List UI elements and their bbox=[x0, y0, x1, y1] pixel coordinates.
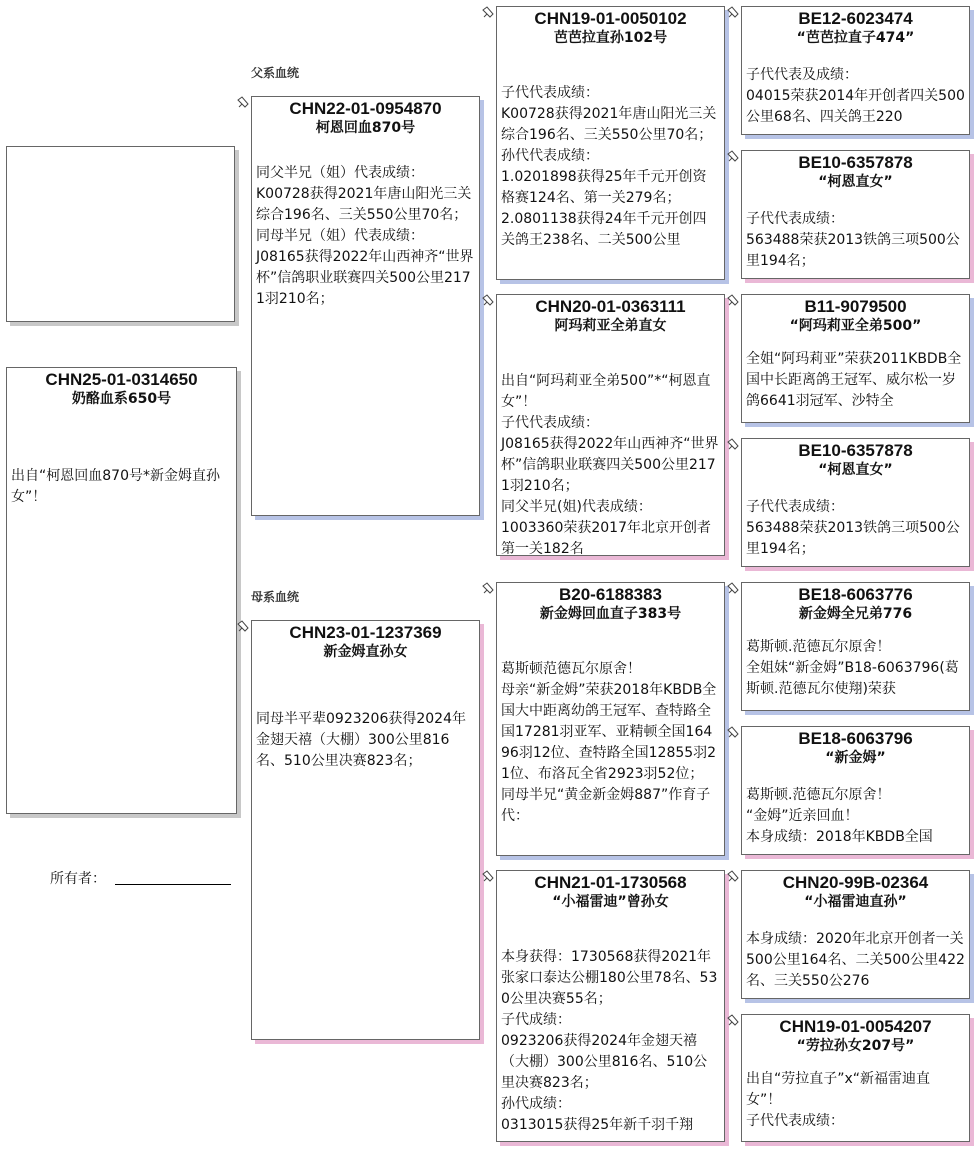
sire-dam-ring: CHN20-01-0363111 bbox=[535, 297, 686, 316]
ssd-card[interactable] bbox=[741, 150, 970, 279]
ssd-name: “柯恩直女” bbox=[818, 174, 893, 190]
sds-name: “阿玛莉亚全弟500” bbox=[789, 318, 922, 334]
pin-icon bbox=[726, 294, 740, 308]
sdd-card[interactable] bbox=[741, 438, 970, 567]
sire-notes: 同父半兄（姐）代表成绩： K00728获得2021年唐山阳光三关综合196名、三关550公里70名； 同母半兄（姐）代表成绩： J08165获得2022年山西神齐“世界杯”信鸽职业联赛四关500公里2171羽210名； bbox=[256, 165, 474, 307]
dam-sire-notes: 葛斯顿范德瓦尔原舍！ 母亲“新金姆”荣获2018年KBDB全国大中距离幼鸽王冠军、查特路全国17281羽亚军、亚精顿全国16496羽12位、查特路全国12855羽21位、布洛瓦全省2923羽52位； 同母半兄“黄金新金姆887”作育子代： bbox=[501, 661, 717, 824]
dam-name: 新金姆直孙女 bbox=[323, 644, 408, 660]
maternal-label: 母系血统 bbox=[251, 590, 300, 604]
owner-signature-line[interactable] bbox=[115, 884, 231, 885]
dam-dam-card[interactable] bbox=[496, 870, 725, 1142]
sss-name: “芭芭拉直子474” bbox=[796, 30, 915, 46]
sss-notes: 子代代表及成绩： 04015荣获2014年开创者四关500公里68名、四关鸽王220 bbox=[746, 67, 965, 125]
dsd-card[interactable] bbox=[741, 726, 970, 855]
sire-name: 柯恩回血870号 bbox=[315, 120, 416, 136]
sds-card[interactable] bbox=[741, 294, 970, 423]
subject-notes: 出自“柯恩回血870号*新金姆直孙女”！ bbox=[11, 468, 220, 505]
dss-name: 新金姆全兄弟776 bbox=[798, 606, 913, 622]
pin-icon bbox=[726, 582, 740, 596]
dam-card[interactable] bbox=[251, 620, 480, 1040]
pin-icon bbox=[481, 294, 495, 308]
pin-icon bbox=[481, 582, 495, 596]
pin-icon bbox=[726, 438, 740, 452]
sire-dam-card[interactable] bbox=[496, 294, 725, 556]
sss-ring: BE12-6023474 bbox=[798, 9, 913, 28]
sire-sire-ring: CHN19-01-0050102 bbox=[534, 9, 687, 28]
dam-notes: 同母半平辈0923206获得2024年金翅天禧（大棚）300公里816名、510公里决赛823名； bbox=[256, 711, 466, 769]
pin-icon bbox=[481, 6, 495, 20]
sire-dam-notes: 出自“阿玛莉亚全弟500”*“柯恩直女”！ 子代代表成绩： J08165获得2022年山西神齐“世界杯”信鸽职业联赛四关500公里2171羽210名； 同父半兄(姐)代表成绩： 1003360荣获2017年北京开创者第一关182名 bbox=[501, 373, 719, 556]
sdd-name: “柯恩直女” bbox=[818, 462, 893, 478]
sire-card[interactable] bbox=[251, 96, 480, 516]
sdd-notes: 子代代表成绩： 563488荣获2013铁鸽三项500公里194名； bbox=[746, 499, 960, 557]
ddd-name: “劳拉孙女207号” bbox=[796, 1038, 915, 1054]
owner-label: 所有者： bbox=[50, 871, 106, 887]
ddd-card[interactable] bbox=[741, 1014, 970, 1142]
subject-name: 奶酪血系650号 bbox=[71, 391, 172, 407]
subject-ring: CHN25-01-0314650 bbox=[45, 370, 198, 389]
pin-icon bbox=[726, 726, 740, 740]
paternal-label: 父系血统 bbox=[251, 66, 300, 80]
pin-icon bbox=[726, 1014, 740, 1028]
photo-frame bbox=[6, 146, 235, 322]
sdd-ring: BE10-6357878 bbox=[798, 441, 913, 460]
dds-name: “小福雷迪直孙” bbox=[804, 894, 907, 910]
sire-sire-card[interactable] bbox=[496, 6, 725, 280]
pin-icon bbox=[236, 620, 250, 634]
dss-card[interactable] bbox=[741, 582, 970, 711]
dam-ring: CHN23-01-1237369 bbox=[289, 623, 442, 642]
dsd-ring: BE18-6063796 bbox=[798, 729, 913, 748]
dss-notes: 葛斯顿.范德瓦尔原舍！ 全姐妹“新金姆”B18-6063796(葛斯顿.范德瓦尔使翔)荣获 bbox=[746, 639, 959, 697]
dam-dam-name: “小福雷迪”曾孙女 bbox=[552, 894, 669, 910]
sss-card[interactable] bbox=[741, 6, 970, 135]
ssd-notes: 子代代表成绩： 563488荣获2013铁鸽三项500公里194名； bbox=[746, 211, 960, 269]
pin-icon bbox=[236, 96, 250, 110]
sds-ring: B11-9079500 bbox=[804, 297, 907, 316]
pin-icon bbox=[726, 150, 740, 164]
subject-card[interactable] bbox=[6, 367, 237, 814]
sire-dam-name: 阿玛莉亚全弟直女 bbox=[554, 318, 667, 334]
sire-sire-name: 芭芭拉直孙102号 bbox=[553, 30, 668, 46]
dds-notes: 本身成绩：2020年北京开创者一关500公里164名、二关500公里422名、三关550公276 bbox=[746, 931, 965, 989]
ddd-notes: 出自“劳拉直子”x“新福雷迪直女”！ 子代代表成绩： bbox=[746, 1071, 931, 1129]
sds-notes: 全姐“阿玛莉亚”荣获2011KBDB全国中长距离鸽王冠军、威尔松一岁鸽6641羽冠军、沙特全 bbox=[746, 351, 962, 409]
dam-dam-notes: 本身获得：1730568获得2021年张家口泰达公棚180公里78名、530公里决赛55名； 子代成绩： 0923206获得2024年金翅天禧（大棚）300公里816名、510公里决赛823名； 孙代成绩： 0313015获得25年新千羽千翔 bbox=[501, 949, 718, 1133]
dam-sire-name: 新金姆回血直子383号 bbox=[539, 606, 682, 622]
pin-icon bbox=[481, 870, 495, 884]
sire-sire-notes: 子代代表成绩： K00728获得2021年唐山阳光三关综合196名、三关550公里70名； 孙代代表成绩： 1.0201898获得25年千元开创资格赛124名、第一关279名； 2.0801138获得24年千元开创四关鸽王238名、二关500公里 bbox=[501, 85, 717, 248]
dam-sire-ring: B20-6188383 bbox=[558, 585, 663, 604]
dds-ring: CHN20-99B-02364 bbox=[782, 873, 929, 892]
pin-icon bbox=[726, 870, 740, 884]
dds-card[interactable] bbox=[741, 870, 970, 999]
dsd-name: “新金姆” bbox=[825, 750, 886, 766]
dam-sire-card[interactable] bbox=[496, 582, 725, 856]
dam-dam-ring: CHN21-01-1730568 bbox=[534, 873, 687, 892]
pin-icon bbox=[726, 6, 740, 20]
ssd-ring: BE10-6357878 bbox=[798, 153, 913, 172]
dsd-notes: 葛斯顿.范德瓦尔原舍！ “金姆”近亲回血！ 本身成绩：2018年KBDB全国 bbox=[746, 787, 933, 845]
sire-ring: CHN22-01-0954870 bbox=[289, 99, 442, 118]
ddd-ring: CHN19-01-0054207 bbox=[779, 1017, 932, 1036]
dss-ring: BE18-6063776 bbox=[798, 585, 913, 604]
